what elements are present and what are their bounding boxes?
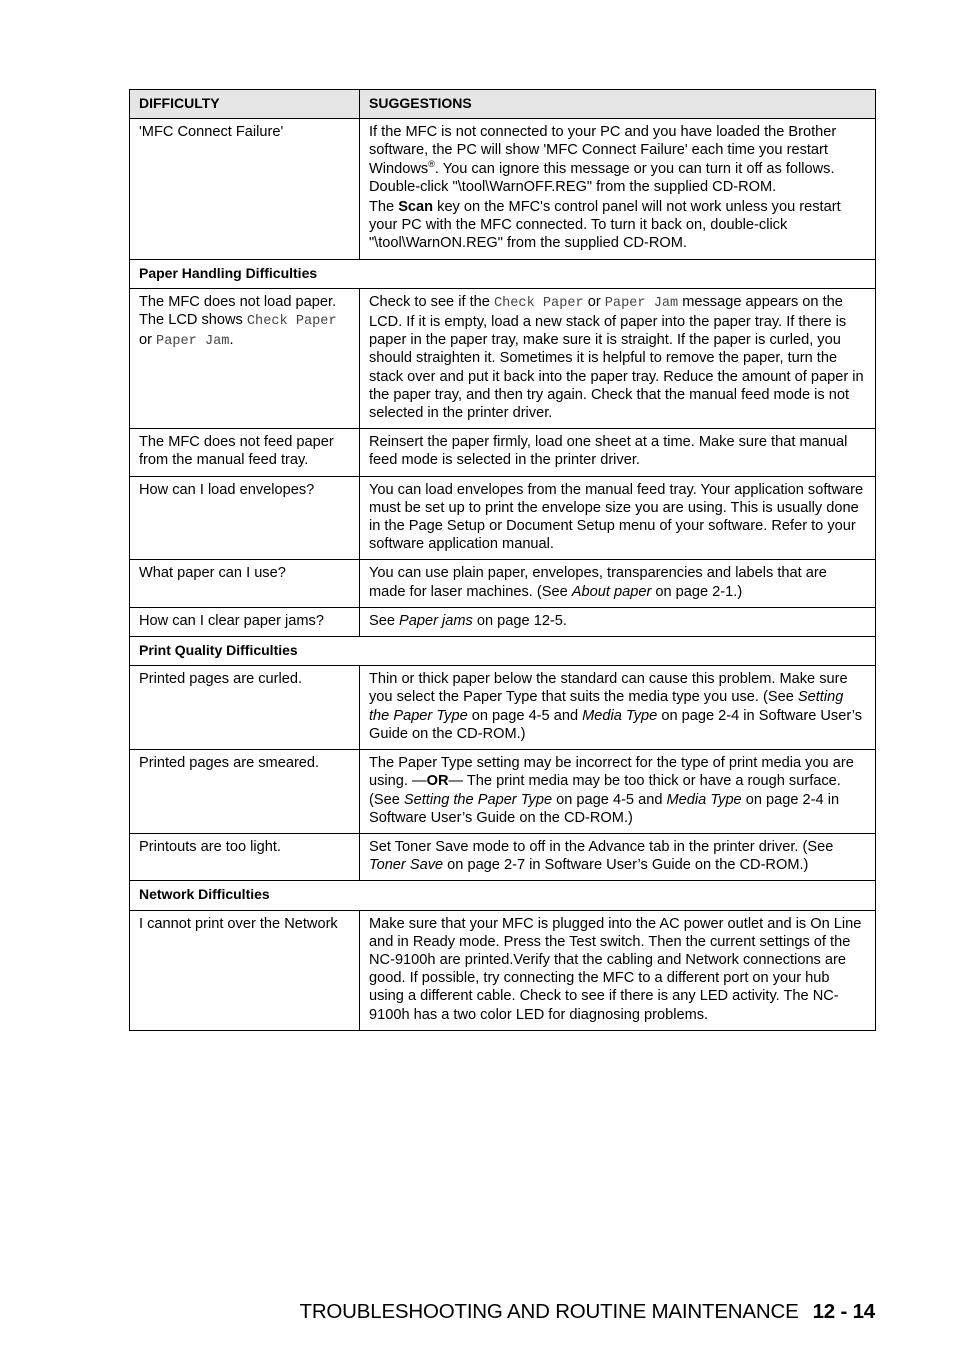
table-row — [130, 429, 876, 476]
cross-reference: Setting the Paper Type — [369, 689, 844, 724]
difficulty-cell: I cannot print over the Network — [130, 910, 360, 1030]
difficulty-cell: Printouts are too light. — [130, 833, 360, 880]
page-footer — [300, 1300, 876, 1324]
text: If the MFC is not connected to your PC and you have loaded the Brother software, the PC will show 'MFC Connect Failure' each time you restart Windows — [369, 124, 837, 177]
table-row — [130, 750, 876, 834]
section-row-paper-handling — [130, 259, 876, 288]
lcd-message: Check Paper — [246, 314, 337, 330]
text: key on the MFC's control panel will not work unless you restart your PC with the MFC connected. To turn it back on, double-click "\tool\WarnON.REG" from the supplied CD-ROM. — [369, 199, 841, 252]
table-row — [130, 119, 876, 259]
text: The Paper Type setting may be incorrect for the type of print media you are using. — — [369, 755, 854, 790]
section-title: Network Difficulties — [130, 881, 876, 910]
header-suggestions: SUGGESTIONS — [360, 90, 876, 119]
lcd-message: Paper Jam — [604, 295, 679, 311]
difficulty-cell: 'MFC Connect Failure' — [130, 119, 360, 259]
difficulty-cell — [130, 288, 360, 428]
cross-reference: Media Type — [582, 707, 658, 724]
suggestion-cell — [360, 119, 876, 259]
page-number: 12 - 14 — [812, 1300, 875, 1323]
registered-mark: ® — [428, 158, 435, 169]
table-header-row — [130, 90, 876, 119]
table-row — [130, 910, 876, 1030]
table-row — [130, 560, 876, 607]
text: message appears on the LCD. If it is empty, load a new stack of paper into the paper tray. If there is paper in the paper tray, make sure it is straight. If the paper is curled, you should straighten it. Sometimes it is helpful to remove the paper, turn the stack over and put it back into the paper tray. Reduce the amount of paper in the paper tray, and then try again. Check that the manual feed mode is not selected in the printer driver. — [369, 293, 864, 422]
cross-reference: About paper — [571, 583, 652, 600]
or-label: OR — [426, 773, 449, 790]
section-row-print-quality — [130, 637, 876, 666]
suggestion-cell: Reinsert the paper firmly, load one sheet at a time. Make sure that manual feed mode is selected in the printer driver. — [360, 429, 876, 476]
text: on page 4-5 and — [552, 791, 667, 808]
cross-reference: Paper jams — [399, 612, 473, 629]
cross-reference: Setting the Paper Type — [403, 791, 553, 808]
text: on page 2-4 in Software User’s Guide on the CD-ROM.) — [369, 791, 840, 826]
text: Check to see if the — [369, 293, 494, 310]
text: . You can ignore this message or you can turn it off as follows. Double-click "\tool\WarnOFF.REG" from the supplied CD-ROM. — [369, 160, 835, 195]
chapter-title: TROUBLESHOOTING AND ROUTINE MAINTENANCE — [299, 1300, 799, 1323]
suggestion-cell — [360, 750, 876, 834]
cross-reference: Toner Save — [369, 857, 444, 874]
table-row — [130, 666, 876, 750]
text: You can use plain paper, envelopes, transparencies and labels that are made for laser machines. (See — [369, 565, 827, 600]
section-row-network — [130, 881, 876, 910]
text: on page 4-5 and — [467, 707, 583, 724]
text: on page 2-7 in Software User’s Guide on the CD-ROM.) — [443, 857, 809, 874]
text: . — [229, 332, 234, 349]
suggestion-cell — [360, 607, 876, 636]
suggestion-cell: You can load envelopes from the manual feed tray. Your application software must be set up to print the envelope size you are using. This is usually done in the Page Setup or Document Setup menu of your software. Refer to your software application manual. — [360, 476, 876, 560]
table-row — [130, 288, 876, 428]
suggestion-cell — [360, 666, 876, 750]
lcd-message: Check Paper — [493, 295, 584, 311]
difficulty-cell: What paper can I use? — [130, 560, 360, 607]
lcd-message: Paper Jam — [156, 334, 230, 350]
difficulty-cell: Printed pages are curled. — [130, 666, 360, 750]
text: on page 12-5. — [472, 612, 567, 629]
text: Thin or thick paper below the standard can cause this problem. Make sure you select the Paper Type that suits the media type you use. (See — [369, 671, 848, 706]
scan-key-label: Scan — [398, 199, 434, 216]
text: See — [369, 612, 400, 629]
text: Set Toner Save mode to off in the Advance tab in the printer driver. (See — [369, 838, 834, 855]
table-row — [130, 607, 876, 636]
section-title: Print Quality Difficulties — [130, 637, 876, 666]
difficulty-cell: Printed pages are smeared. — [130, 750, 360, 834]
suggestion-cell — [360, 288, 876, 428]
cross-reference: Media Type — [666, 791, 742, 808]
suggestion-paragraph — [369, 198, 866, 253]
text: on page 2-1.) — [651, 583, 743, 600]
text: on page 2-4 in Software User’s Guide on the CD-ROM.) — [369, 707, 862, 742]
table-row — [130, 476, 876, 560]
troubleshooting-table — [129, 89, 876, 1031]
suggestion-cell — [360, 833, 876, 880]
suggestion-cell: Make sure that your MFC is plugged into the AC power outlet and is On Line and in Ready mode. Press the Test switch. Then the current settings of the NC-9100h are printed.Verify that the cabling and Network connections are good. If possible, try connecting the MFC to a different port on your hub using a different cable. Check to see if there is any LED activity. The NC-9100h has a two color LED for diagnosing problems. — [360, 910, 876, 1030]
suggestion-cell — [360, 560, 876, 607]
difficulty-cell: The MFC does not feed paper from the manual feed tray. — [130, 429, 360, 476]
header-difficulty: DIFFICULTY — [130, 90, 360, 119]
table-row — [130, 833, 876, 880]
suggestion-paragraph — [369, 123, 866, 196]
text: The — [369, 199, 399, 216]
difficulty-cell: How can I clear paper jams? — [130, 607, 360, 636]
text: or — [139, 332, 157, 349]
text: The MFC does not load paper. The LCD shows — [139, 293, 337, 329]
section-title: Paper Handling Difficulties — [130, 259, 876, 288]
text: or — [583, 293, 605, 310]
difficulty-cell: How can I load envelopes? — [130, 476, 360, 560]
text: — The print media may be too thick or have a rough surface. (See — [369, 773, 841, 808]
